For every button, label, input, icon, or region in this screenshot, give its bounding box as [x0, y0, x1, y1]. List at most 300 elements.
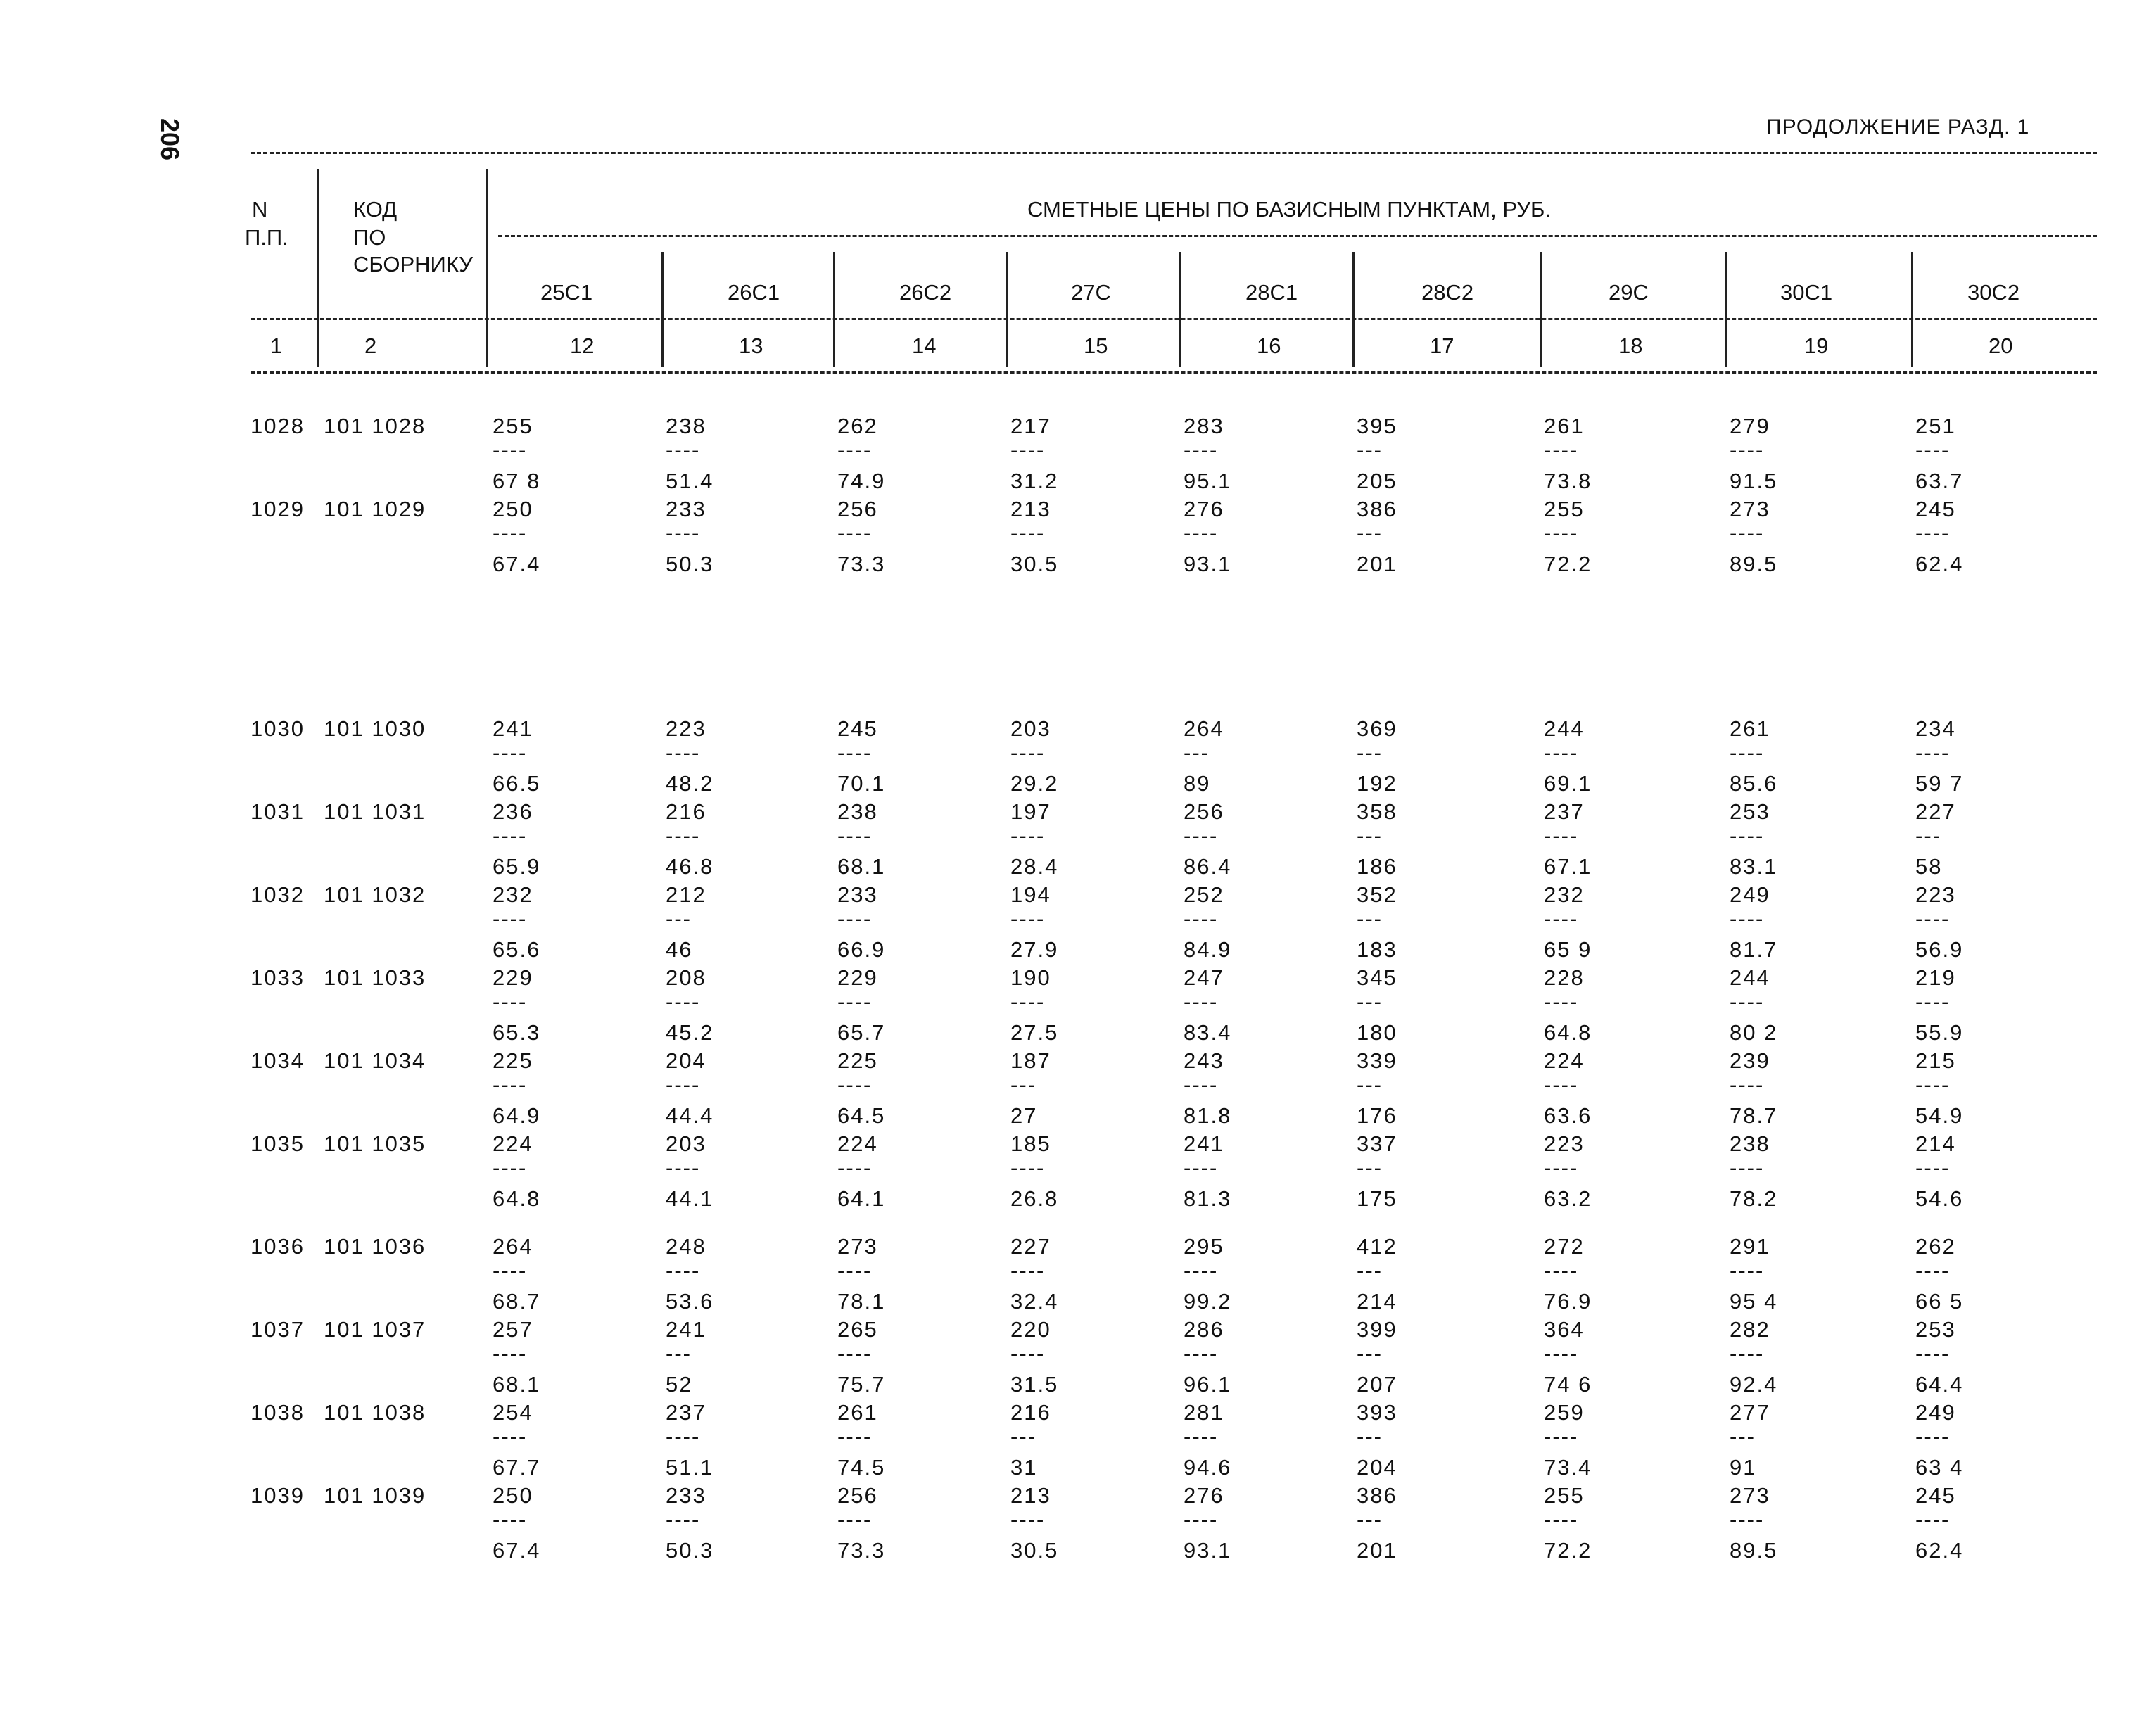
row-number: 1039 [251, 1483, 305, 1508]
price-top: 245 [837, 716, 878, 741]
price-bottom: 62.4 [1915, 1538, 1964, 1563]
price-bottom: 68.7 [493, 1289, 541, 1314]
price-bottom: 83.1 [1730, 854, 1778, 879]
price-bottom: 31.5 [1010, 1372, 1059, 1397]
price-bottom: 65.3 [493, 1020, 541, 1045]
row-number: 1034 [251, 1048, 305, 1073]
row-number: 1036 [251, 1234, 305, 1259]
col-code-label-1: КОД [353, 197, 398, 222]
price-bottom: 99.2 [1184, 1289, 1232, 1314]
price-top: 281 [1184, 1400, 1224, 1425]
price-bottom: 186 [1357, 854, 1397, 879]
fraction-rule: ---- [1544, 1507, 1579, 1532]
price-bottom: 31.2 [1010, 469, 1059, 493]
fraction-rule: ---- [837, 1258, 873, 1283]
price-top: 291 [1730, 1234, 1770, 1259]
price-bottom: 54.9 [1915, 1103, 1964, 1128]
price-top: 234 [1915, 716, 1956, 741]
price-top: 395 [1357, 414, 1397, 438]
row-code: 101 1036 [324, 1234, 426, 1259]
price-top: 241 [1184, 1131, 1224, 1156]
price-top: 225 [493, 1048, 533, 1073]
fraction-rule: ---- [1730, 1507, 1765, 1532]
price-bottom: 72.2 [1544, 1538, 1592, 1563]
fraction-rule: ---- [666, 1072, 701, 1097]
price-top: 216 [1010, 1400, 1051, 1425]
fraction-rule: ---- [1010, 906, 1046, 931]
price-top: 194 [1010, 882, 1051, 907]
price-bottom: 201 [1357, 552, 1397, 576]
row-number: 1038 [251, 1400, 305, 1425]
price-top: 247 [1184, 965, 1224, 990]
price-bottom: 58 [1915, 854, 1943, 879]
price-top: 250 [493, 497, 533, 521]
price-top: 249 [1915, 1400, 1956, 1425]
price-top: 237 [1544, 799, 1585, 824]
price-top: 339 [1357, 1048, 1397, 1073]
price-bottom: 201 [1357, 1538, 1397, 1563]
price-top: 227 [1915, 799, 1956, 824]
fraction-rule: ---- [1184, 1507, 1219, 1532]
fraction-rule: --- [1357, 1155, 1383, 1180]
price-top: 224 [493, 1131, 533, 1156]
price-bottom: 67.4 [493, 552, 541, 576]
fraction-rule: --- [1357, 521, 1383, 545]
group-title: СМЕТНЫЕ ЦЕНЫ ПО БАЗИСНЫМ ПУНКТАМ, РУБ. [1027, 197, 1551, 222]
price-bottom: 95.1 [1184, 469, 1232, 493]
price-bottom: 86.4 [1184, 854, 1232, 879]
price-bottom: 73.3 [837, 1538, 886, 1563]
price-bottom: 73.8 [1544, 469, 1592, 493]
price-top: 215 [1915, 1048, 1956, 1073]
price-bottom: 78.2 [1730, 1186, 1778, 1211]
price-top: 249 [1730, 882, 1770, 907]
fraction-rule: ---- [1184, 1341, 1219, 1366]
col-number: 20 [1989, 333, 2013, 358]
divider-n [317, 169, 319, 367]
price-top: 250 [493, 1483, 533, 1508]
group-title-rule [498, 235, 2097, 237]
price-bottom: 48.2 [666, 771, 714, 796]
price-top: 369 [1357, 716, 1397, 741]
price-bottom: 81.8 [1184, 1103, 1232, 1128]
price-top: 399 [1357, 1317, 1397, 1342]
price-top: 273 [837, 1234, 878, 1259]
continuation-title: ПРОДОЛЖЕНИЕ РАЗД. 1 [1766, 115, 2030, 139]
fraction-rule: ---- [666, 1507, 701, 1532]
fraction-rule: ---- [1184, 438, 1219, 462]
col-number: 1 [270, 333, 283, 358]
fraction-rule: ---- [837, 1507, 873, 1532]
divider-p6 [1540, 252, 1542, 367]
row-code: 101 1037 [324, 1317, 426, 1342]
fraction-rule: ---- [1184, 521, 1219, 545]
price-bottom: 64.4 [1915, 1372, 1964, 1397]
fraction-rule: ---- [1730, 906, 1765, 931]
point-header: 29С [1609, 280, 1649, 305]
points-rule [251, 318, 2097, 320]
fraction-rule: --- [666, 906, 692, 931]
price-bottom: 176 [1357, 1103, 1397, 1128]
price-bottom: 27.9 [1010, 937, 1059, 962]
price-bottom: 204 [1357, 1455, 1397, 1480]
fraction-rule: ---- [1544, 1341, 1579, 1366]
price-bottom: 207 [1357, 1372, 1397, 1397]
fraction-rule: --- [1357, 823, 1383, 848]
price-bottom: 65 9 [1544, 937, 1592, 962]
price-bottom: 67.1 [1544, 854, 1592, 879]
price-bottom: 65.7 [837, 1020, 886, 1045]
price-top: 262 [1915, 1234, 1956, 1259]
price-bottom: 56.9 [1915, 937, 1964, 962]
price-bottom: 30.5 [1010, 552, 1059, 576]
fraction-rule: ---- [666, 438, 701, 462]
col-numbers-rule [251, 371, 2097, 374]
price-top: 279 [1730, 414, 1770, 438]
price-top: 244 [1730, 965, 1770, 990]
price-top: 233 [837, 882, 878, 907]
fraction-rule: --- [1357, 1072, 1383, 1097]
fraction-rule: ---- [1915, 906, 1951, 931]
fraction-rule: ---- [666, 740, 701, 765]
price-bottom: 45.2 [666, 1020, 714, 1045]
fraction-rule: ---- [1730, 989, 1765, 1014]
fraction-rule: --- [1184, 740, 1210, 765]
price-bottom: 28.4 [1010, 854, 1059, 879]
price-bottom: 68.1 [493, 1372, 541, 1397]
fraction-rule: ---- [837, 823, 873, 848]
price-bottom: 74.9 [837, 469, 886, 493]
fraction-rule: ---- [1730, 1258, 1765, 1283]
price-bottom: 89.5 [1730, 1538, 1778, 1563]
row-number: 1028 [251, 414, 305, 438]
price-top: 213 [1010, 497, 1051, 521]
price-top: 223 [666, 716, 706, 741]
price-bottom: 66.9 [837, 937, 886, 962]
price-bottom: 50.3 [666, 552, 714, 576]
price-top: 190 [1010, 965, 1051, 990]
price-bottom: 65.9 [493, 854, 541, 879]
col-number: 17 [1430, 333, 1454, 358]
fraction-rule: ---- [1544, 1424, 1579, 1449]
fraction-rule: ---- [1010, 1155, 1046, 1180]
col-code-label-3: СБОРНИКУ [353, 252, 473, 277]
fraction-rule: ---- [1730, 823, 1765, 848]
fraction-rule: --- [1915, 823, 1941, 848]
price-bottom: 29.2 [1010, 771, 1059, 796]
price-top: 213 [1010, 1483, 1051, 1508]
price-bottom: 76.9 [1544, 1289, 1592, 1314]
fraction-rule: ---- [666, 521, 701, 545]
fraction-rule: ---- [1915, 740, 1951, 765]
fraction-rule: ---- [1915, 1341, 1951, 1366]
fraction-rule: ---- [493, 1258, 528, 1283]
fraction-rule: ---- [1730, 438, 1765, 462]
divider-p5 [1352, 252, 1355, 367]
fraction-rule: ---- [493, 823, 528, 848]
price-top: 273 [1730, 497, 1770, 521]
price-top: 255 [1544, 497, 1585, 521]
divider-p4 [1179, 252, 1181, 367]
fraction-rule: ---- [666, 823, 701, 848]
price-top: 237 [666, 1400, 706, 1425]
price-bottom: 81.3 [1184, 1186, 1232, 1211]
price-top: 220 [1010, 1317, 1051, 1342]
divider-code [486, 169, 488, 367]
price-top: 232 [1544, 882, 1585, 907]
divider-p3 [1006, 252, 1008, 367]
price-bottom: 93.1 [1184, 552, 1232, 576]
price-top: 259 [1544, 1400, 1585, 1425]
price-bottom: 67 8 [493, 469, 541, 493]
price-bottom: 63.2 [1544, 1186, 1592, 1211]
fraction-rule: ---- [837, 906, 873, 931]
fraction-rule: ---- [1915, 1424, 1951, 1449]
fraction-rule: ---- [1730, 521, 1765, 545]
price-bottom: 85.6 [1730, 771, 1778, 796]
fraction-rule: ---- [666, 1155, 701, 1180]
row-number: 1030 [251, 716, 305, 741]
fraction-rule: ---- [493, 1341, 528, 1366]
price-top: 243 [1184, 1048, 1224, 1073]
fraction-rule: --- [1730, 1424, 1756, 1449]
price-bottom: 62.4 [1915, 552, 1964, 576]
fraction-rule: ---- [1915, 1072, 1951, 1097]
price-bottom: 46 [666, 937, 693, 962]
price-top: 352 [1357, 882, 1397, 907]
price-bottom: 64.9 [493, 1103, 541, 1128]
fraction-rule: --- [1357, 1507, 1383, 1532]
fraction-rule: ---- [1915, 438, 1951, 462]
price-top: 233 [666, 1483, 706, 1508]
price-bottom: 192 [1357, 771, 1397, 796]
price-bottom: 92.4 [1730, 1372, 1778, 1397]
fraction-rule: ---- [1184, 989, 1219, 1014]
price-top: 276 [1184, 497, 1224, 521]
price-top: 412 [1357, 1234, 1397, 1259]
price-top: 257 [493, 1317, 533, 1342]
price-top: 261 [1544, 414, 1585, 438]
fraction-rule: ---- [1184, 1424, 1219, 1449]
fraction-rule: ---- [1184, 1072, 1219, 1097]
price-bottom: 78.1 [837, 1289, 886, 1314]
price-bottom: 183 [1357, 937, 1397, 962]
price-top: 227 [1010, 1234, 1051, 1259]
price-top: 185 [1010, 1131, 1051, 1156]
price-bottom: 66 5 [1915, 1289, 1964, 1314]
col-number: 2 [364, 333, 377, 358]
price-bottom: 91 [1730, 1455, 1757, 1480]
price-bottom: 205 [1357, 469, 1397, 493]
price-top: 295 [1184, 1234, 1224, 1259]
fraction-rule: ---- [493, 1507, 528, 1532]
fraction-rule: ---- [1010, 989, 1046, 1014]
price-bottom: 50.3 [666, 1538, 714, 1563]
price-top: 224 [837, 1131, 878, 1156]
point-header: 26С1 [728, 280, 780, 305]
fraction-rule: ---- [1915, 1258, 1951, 1283]
fraction-rule: ---- [1544, 1258, 1579, 1283]
row-number: 1031 [251, 799, 305, 824]
price-top: 337 [1357, 1131, 1397, 1156]
price-bottom: 175 [1357, 1186, 1397, 1211]
col-number: 13 [739, 333, 763, 358]
point-header: 30С1 [1780, 280, 1833, 305]
price-bottom: 44.4 [666, 1103, 714, 1128]
fraction-rule: --- [1357, 989, 1383, 1014]
fraction-rule: ---- [666, 1258, 701, 1283]
point-header: 26С2 [899, 280, 952, 305]
price-bottom: 70.1 [837, 771, 886, 796]
price-top: 244 [1544, 716, 1585, 741]
row-code: 101 1030 [324, 716, 426, 741]
fraction-rule: --- [1010, 1072, 1036, 1097]
price-top: 216 [666, 799, 706, 824]
fraction-rule: ---- [1184, 1155, 1219, 1180]
fraction-rule: ---- [1010, 823, 1046, 848]
price-top: 214 [1915, 1131, 1956, 1156]
price-bottom: 74 6 [1544, 1372, 1592, 1397]
fraction-rule: --- [1010, 1424, 1036, 1449]
fraction-rule: ---- [1010, 1258, 1046, 1283]
fraction-rule: ---- [837, 1155, 873, 1180]
fraction-rule: ---- [837, 521, 873, 545]
price-bottom: 81.7 [1730, 937, 1778, 962]
price-bottom: 63.6 [1544, 1103, 1592, 1128]
price-bottom: 66.5 [493, 771, 541, 796]
price-bottom: 64.1 [837, 1186, 886, 1211]
fraction-rule: ---- [1730, 1341, 1765, 1366]
row-code: 101 1038 [324, 1400, 426, 1425]
price-top: 187 [1010, 1048, 1051, 1073]
fraction-rule: ---- [1915, 1155, 1951, 1180]
price-top: 197 [1010, 799, 1051, 824]
price-bottom: 94.6 [1184, 1455, 1232, 1480]
divider-p7 [1725, 252, 1727, 367]
fraction-rule: ---- [1544, 1155, 1579, 1180]
price-top: 255 [1544, 1483, 1585, 1508]
price-top: 252 [1184, 882, 1224, 907]
fraction-rule: ---- [1010, 1507, 1046, 1532]
col-number: 19 [1804, 333, 1829, 358]
fraction-rule: --- [1357, 740, 1383, 765]
fraction-rule: --- [1357, 1258, 1383, 1283]
price-bottom: 75.7 [837, 1372, 886, 1397]
fraction-rule: ---- [1544, 823, 1579, 848]
fraction-rule: ---- [1544, 989, 1579, 1014]
fraction-rule: ---- [1544, 438, 1579, 462]
price-bottom: 89.5 [1730, 552, 1778, 576]
fraction-rule: ---- [493, 438, 528, 462]
price-bottom: 63.7 [1915, 469, 1964, 493]
price-bottom: 64.5 [837, 1103, 886, 1128]
row-number: 1035 [251, 1131, 305, 1156]
price-bottom: 46.8 [666, 854, 714, 879]
price-top: 282 [1730, 1317, 1770, 1342]
price-top: 264 [1184, 716, 1224, 741]
price-top: 229 [493, 965, 533, 990]
price-top: 253 [1915, 1317, 1956, 1342]
fraction-rule: ---- [1544, 521, 1579, 545]
price-bottom: 51.4 [666, 469, 714, 493]
price-bottom: 54.6 [1915, 1186, 1964, 1211]
fraction-rule: ---- [837, 1424, 873, 1449]
price-top: 264 [493, 1234, 533, 1259]
row-code: 101 1035 [324, 1131, 426, 1156]
fraction-rule: ---- [1544, 1072, 1579, 1097]
price-bottom: 74.5 [837, 1455, 886, 1480]
fraction-rule: ---- [837, 740, 873, 765]
fraction-rule: ---- [493, 1072, 528, 1097]
fraction-rule: ---- [1544, 740, 1579, 765]
divider-p1 [661, 252, 664, 367]
price-bottom: 64.8 [1544, 1020, 1592, 1045]
col-number: 15 [1084, 333, 1108, 358]
fraction-rule: --- [1357, 1424, 1383, 1449]
fraction-rule: ---- [837, 1072, 873, 1097]
page-number: 206 [156, 118, 184, 161]
price-top: 223 [1544, 1131, 1585, 1156]
col-number: 12 [570, 333, 595, 358]
price-top: 364 [1544, 1317, 1585, 1342]
price-top: 358 [1357, 799, 1397, 824]
header-top-rule [251, 152, 2097, 154]
fraction-rule: ---- [493, 906, 528, 931]
price-top: 241 [666, 1317, 706, 1342]
price-top: 277 [1730, 1400, 1770, 1425]
fraction-rule: ---- [1915, 1507, 1951, 1532]
fraction-rule: ---- [1915, 521, 1951, 545]
row-code: 101 1029 [324, 497, 426, 521]
price-bottom: 84.9 [1184, 937, 1232, 962]
price-top: 256 [1184, 799, 1224, 824]
fraction-rule: ---- [666, 1424, 701, 1449]
fraction-rule: --- [1357, 1341, 1383, 1366]
point-header: 28С1 [1245, 280, 1298, 305]
price-top: 238 [837, 799, 878, 824]
point-header: 25С1 [540, 280, 593, 305]
price-top: 217 [1010, 414, 1051, 438]
price-top: 253 [1730, 799, 1770, 824]
price-top: 225 [837, 1048, 878, 1073]
fraction-rule: --- [1357, 438, 1383, 462]
price-bottom: 27.5 [1010, 1020, 1059, 1045]
price-top: 386 [1357, 497, 1397, 521]
fraction-rule: ---- [1010, 521, 1046, 545]
row-code: 101 1032 [324, 882, 426, 907]
price-bottom: 95 4 [1730, 1289, 1778, 1314]
fraction-rule: ---- [837, 1341, 873, 1366]
price-top: 393 [1357, 1400, 1397, 1425]
price-bottom: 93.1 [1184, 1538, 1232, 1563]
price-top: 232 [493, 882, 533, 907]
fraction-rule: ---- [837, 438, 873, 462]
fraction-rule: ---- [666, 989, 701, 1014]
price-bottom: 91.5 [1730, 469, 1778, 493]
price-bottom: 214 [1357, 1289, 1397, 1314]
price-top: 255 [493, 414, 533, 438]
price-top: 228 [1544, 965, 1585, 990]
price-bottom: 55.9 [1915, 1020, 1964, 1045]
price-top: 345 [1357, 965, 1397, 990]
price-bottom: 30.5 [1010, 1538, 1059, 1563]
fraction-rule: ---- [837, 989, 873, 1014]
price-bottom: 73.3 [837, 552, 886, 576]
fraction-rule: ---- [493, 989, 528, 1014]
row-number: 1032 [251, 882, 305, 907]
price-top: 283 [1184, 414, 1224, 438]
row-code: 101 1031 [324, 799, 426, 824]
